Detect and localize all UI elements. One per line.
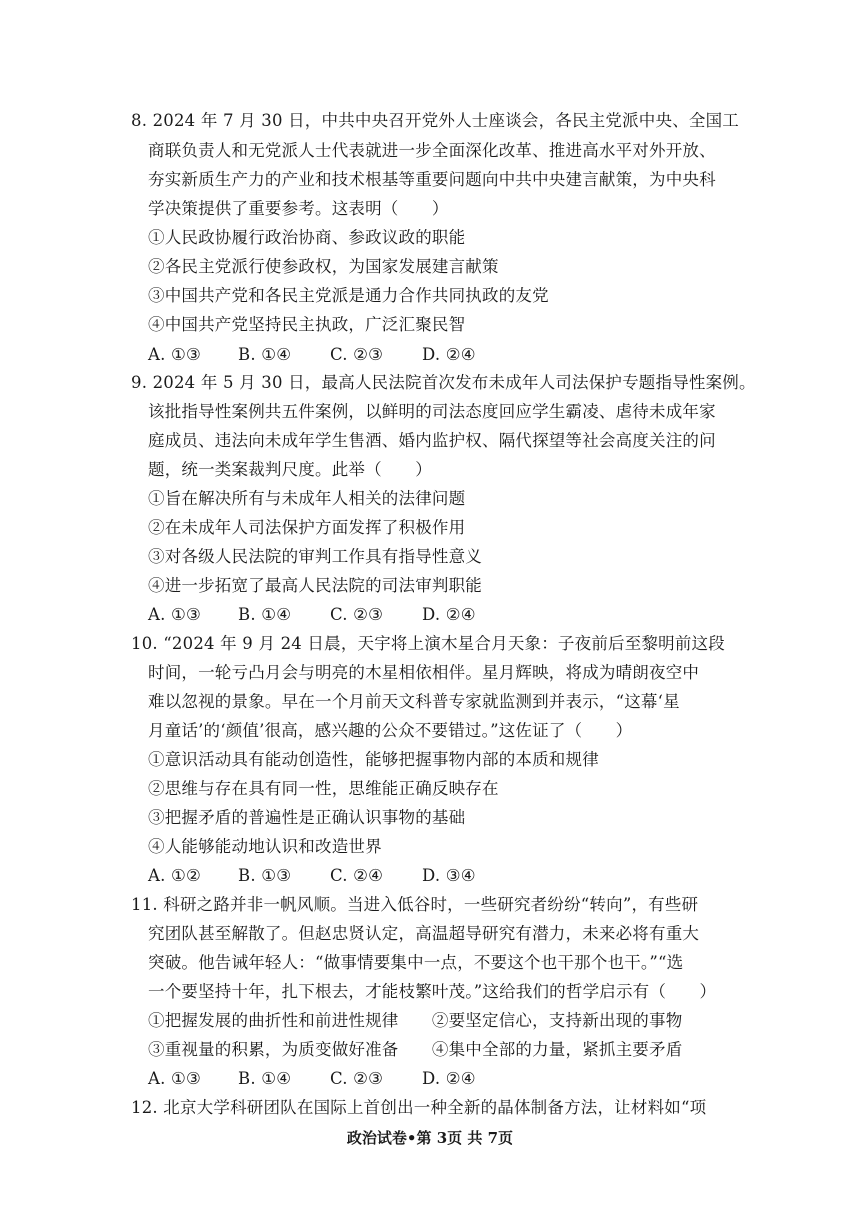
choice-c: C. ②④ (330, 866, 384, 885)
choice-d: D. ③④ (422, 866, 476, 885)
choice-a: A. ①③ (148, 1069, 201, 1088)
question-11-stem-line: 究团队甚至解散了。但赵忠贤认定，高温超导研究有潜力，未来必将有重大 (148, 924, 700, 943)
choice-b: B. ①④ (238, 1069, 292, 1088)
question-11-stem-line: 突破。他告诫年轻人：“做事情要集中一点，不要这个也干那个也干。”“选 (148, 953, 684, 972)
choice-b: B. ①④ (238, 605, 292, 624)
question-10-choices (148, 866, 476, 886)
choice-a: A. ①② (148, 866, 201, 885)
question-8-stem-line: 8. 2024 年 7 月 30 日，中共中央召开党外人士座谈会，各民主党派中央、全国工 (131, 111, 739, 130)
question-9-option: ③对各级人民法院的审判工作具有指导性意义 (148, 547, 482, 566)
choice-d: D. ②④ (422, 1069, 476, 1088)
question-8-option: ④中国共产党坚持民主执政，广泛汇聚民智 (148, 315, 466, 334)
choice-d: D. ②④ (422, 605, 476, 624)
question-11-option-row: ③重视量的积累，为质变做好准备 ④集中全部的力量，紧抓主要矛盾 (148, 1040, 683, 1059)
question-11-choices (148, 1069, 476, 1089)
choice-d: D. ②④ (422, 345, 476, 364)
question-9-option: ①旨在解决所有与未成年人相关的法律问题 (148, 489, 466, 508)
question-8-stem-line: 商联负责人和无党派人士代表就进一步全面深化改革、推进高水平对外开放、 (148, 141, 716, 160)
question-10-option: ④人能够能动地认识和改造世界 (148, 837, 382, 856)
question-10-option: ③把握矛盾的普遍性是正确认识事物的基础 (148, 808, 466, 827)
choice-a: A. ①③ (148, 605, 201, 624)
choice-c: C. ②③ (330, 345, 384, 364)
question-11-stem-line: 一个要坚持十年，扎下根去，才能枝繁叶茂。”这给我们的哲学启示有（ ） (148, 982, 717, 1001)
question-9-stem-line: 庭成员、违法向未成年学生售酒、婚内监护权、隔代探望等社会高度关注的问 (148, 431, 716, 450)
question-9-option: ④进一步拓宽了最高人民法院的司法审判职能 (148, 576, 482, 595)
choice-c: C. ②③ (330, 1069, 384, 1088)
question-9-stem-line: 9. 2024 年 5 月 30 日，最高人民法院首次发布未成年人司法保护专题指导性案例。 (131, 373, 756, 392)
question-11-option-row: ①把握发展的曲折性和前进性规律 ②要坚定信心，支持新出现的事物 (148, 1011, 683, 1030)
choice-c: C. ②③ (330, 605, 384, 624)
choice-a: A. ①③ (148, 345, 201, 364)
question-9-stem-line: 该批指导性案例共五件案例，以鲜明的司法态度回应学生霸凌、虐待未成年家 (148, 402, 716, 421)
question-11-stem-line: 11. 科研之路并非一帆风顺。当进入低谷时，一些研究者纷纷“转向”，有些研 (131, 895, 699, 914)
question-10-stem-line: 10. “2024 年 9 月 24 日晨，天宇将上演木星合月天象：子夜前后至黎明前这段 (131, 634, 725, 653)
choice-b: B. ①③ (238, 866, 292, 885)
question-10-stem-line: 难以忽视的景象。早在一个月前天文科普专家就监测到并表示，“这幕‘星 (148, 692, 680, 711)
question-10-stem-line: 月童话’的‘颜值’很高，感兴趣的公众不要错过。”这佐证了（ ） (148, 721, 633, 740)
question-8-stem-line: 学决策提供了重要参考。这表明（ ） (148, 199, 449, 218)
page-footer: 政治试卷•第 3页 共 7页 (346, 1129, 514, 1147)
question-8-choices (148, 345, 476, 365)
question-12-stem-line: 12. 北京大学科研团队在国际上首创出一种全新的晶体制备方法，让材料如“项 (131, 1098, 707, 1117)
question-10-option: ②思维与存在具有同一性，思维能正确反映存在 (148, 779, 499, 798)
question-8-stem-line: 夯实新质生产力的产业和技术根基等重要问题向中共中央建言献策，为中央科 (148, 170, 716, 189)
question-9-stem-line: 题，统一类案裁判尺度。此举（ ） (148, 460, 432, 479)
question-9-choices (148, 605, 476, 625)
choice-b: B. ①④ (238, 345, 292, 364)
question-8-option: ②各民主党派行使参政权，为国家发展建言献策 (148, 257, 499, 276)
question-8-option: ①人民政协履行政治协商、参政议政的职能 (148, 228, 466, 247)
question-8-option: ③中国共产党和各民主党派是通力合作共同执政的友党 (148, 286, 549, 305)
question-10-option: ①意识活动具有能动创造性，能够把握事物内部的本质和规律 (148, 750, 599, 769)
question-10-stem-line: 时间，一轮亏凸月会与明亮的木星相依相伴。星月辉映，将成为晴朗夜空中 (148, 663, 700, 682)
question-9-option: ②在未成年人司法保护方面发挥了积极作用 (148, 518, 466, 537)
